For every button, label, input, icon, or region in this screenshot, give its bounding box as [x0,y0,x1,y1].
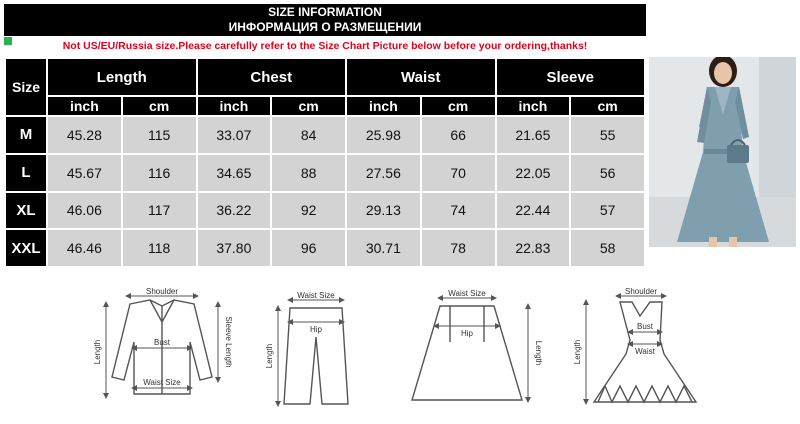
shirt-sleeve-label: Sleeve Length [224,316,233,368]
unit-header: cm [571,97,644,115]
table-cell: 45.67 [48,155,121,191]
table-cell: 34.65 [198,155,271,191]
table-cell: 88 [272,155,345,191]
size-chart-table [4,57,646,268]
skirt-hip-label: Hip [460,329,474,338]
waist-group-header: Waist [347,59,495,95]
table-cell: 70 [422,155,495,191]
table-cell: 33.07 [198,117,271,153]
skirt-waist-label: Waist Size [448,289,486,298]
table-cell: 25.98 [347,117,420,153]
unit-header: inch [497,97,570,115]
dress-bust-label: Bust [636,322,654,331]
table-cell: 37.80 [198,230,271,266]
unit-header: inch [198,97,271,115]
dress-length-label: Length [573,339,582,365]
pants-length-label: Length [265,343,274,369]
table-cell: 27.56 [347,155,420,191]
shirt-length-label: Length [93,339,102,365]
size-column-header: Size [6,59,46,115]
size-notice: Not US/EU/Russia size.Please carefully refer to the Size Chart Picture below before your ordering,thanks! [62,40,588,52]
shirt-shoulder-label: Shoulder [145,287,179,296]
table-cell: 74 [422,193,495,229]
pants-waist-label: Waist Size [297,291,335,300]
garment-diagrams-svg [0,282,800,419]
table-cell: 22.05 [497,155,570,191]
table-row [6,193,644,229]
skirt-diagram-icon [412,306,522,400]
chest-group-header: Chest [198,59,346,95]
unit-header: inch [347,97,420,115]
dress-shoulder-label: Shoulder [624,287,658,296]
pants-hip-label: Hip [309,325,323,334]
table-cell: 96 [272,230,345,266]
shirt-bust-label: Bust [153,338,171,347]
unit-header: cm [123,97,196,115]
size-information-banner [4,4,646,36]
skirt-length-label: Length [534,340,543,366]
size-label: M [6,117,46,153]
table-cell: 22.44 [497,193,570,229]
table-cell: 115 [123,117,196,153]
table-cell: 22.83 [497,230,570,266]
table-cell: 21.65 [497,117,570,153]
unit-header: cm [422,97,495,115]
dress-waist-label: Waist [635,347,655,356]
table-cell: 36.22 [198,193,271,229]
table-cell: 29.13 [347,193,420,229]
table-cell: 56 [571,155,644,191]
unit-header: cm [272,97,345,115]
table-cell: 45.28 [48,117,121,153]
title-english: SIZE INFORMATION [268,5,382,19]
sleeve-group-header: Sleeve [497,59,645,95]
table-cell: 92 [272,193,345,229]
size-label: XXL [6,230,46,266]
measurement-diagrams [0,282,800,419]
length-group-header: Length [48,59,196,95]
model-dress-illustration [649,57,796,247]
size-label: XL [6,193,46,229]
table-cell: 78 [422,230,495,266]
table-row [6,117,644,153]
table-cell: 30.71 [347,230,420,266]
table-cell: 116 [123,155,196,191]
table-cell: 84 [272,117,345,153]
product-photo [649,57,796,247]
table-cell: 46.06 [48,193,121,229]
size-label: L [6,155,46,191]
table-cell: 118 [123,230,196,266]
table-row [6,155,644,191]
unit-header: inch [48,97,121,115]
table-row [6,230,644,266]
table-cell: 58 [571,230,644,266]
shirt-waist-label: Waist Size [143,378,181,387]
table-cell: 66 [422,117,495,153]
title-russian: ИНФОРМАЦИЯ О РАЗМЕЩЕНИИ [228,20,422,34]
table-cell: 57 [571,193,644,229]
table-cell: 55 [571,117,644,153]
table-cell: 117 [123,193,196,229]
table-cell: 46.46 [48,230,121,266]
